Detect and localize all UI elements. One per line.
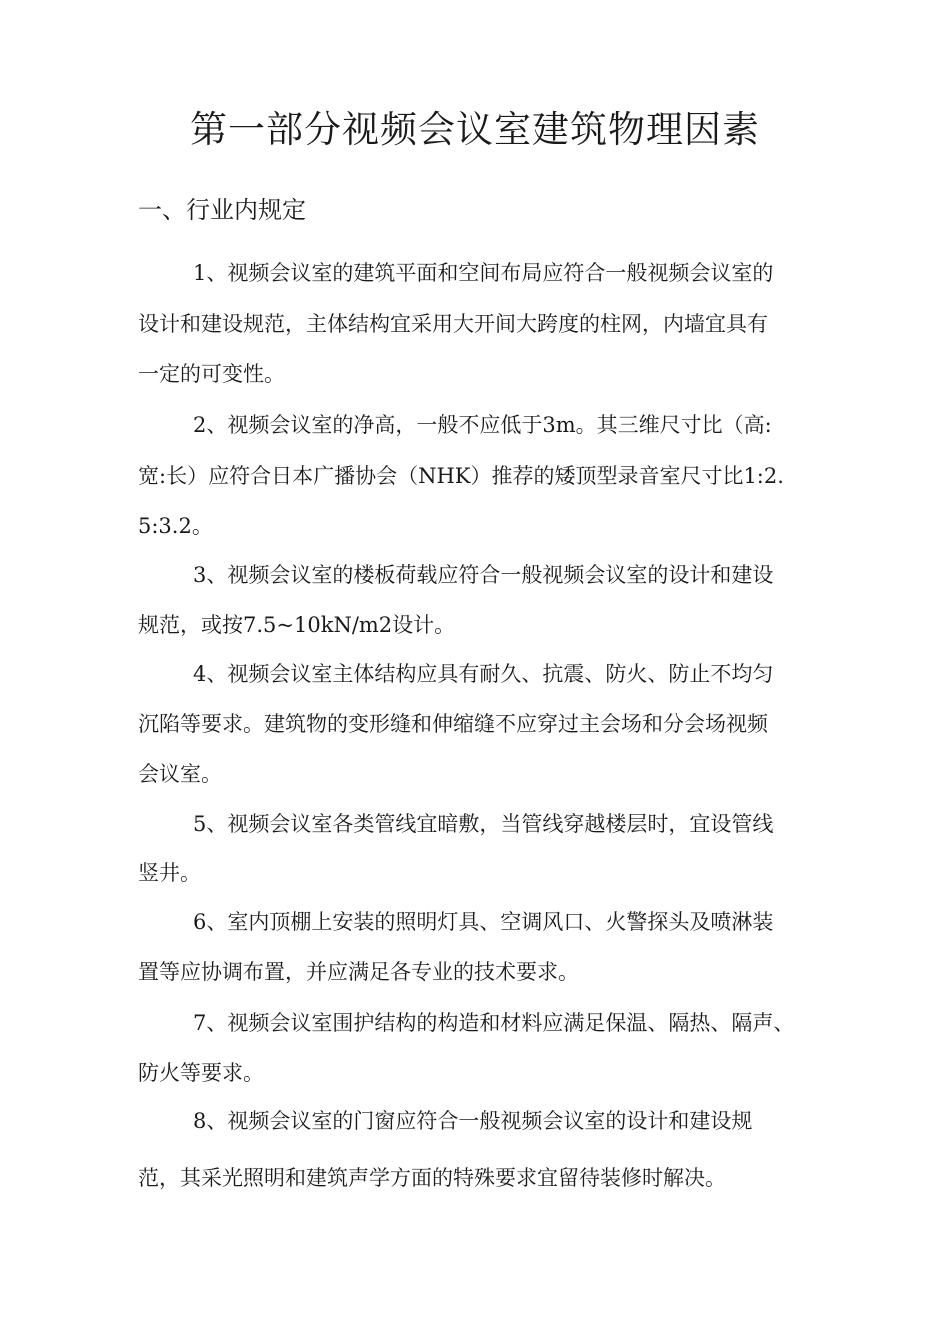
- paragraph-7-line-2: 防火等要求。: [138, 1061, 264, 1085]
- paragraph-3-line-1: 3、视频会议室的楼板荷载应符合一般视频会议室的设计和建设: [193, 563, 774, 587]
- page-title: 第一部分视频会议室建筑物理因素: [190, 108, 760, 151]
- paragraph-3-line-2: 规范，或按7.5~10kN/m2设计。: [138, 613, 456, 637]
- paragraph-1-line-1: 1、视频会议室的建筑平面和空间布局应符合一般视频会议室的: [193, 261, 774, 285]
- paragraph-8-line-2: 范，其采光照明和建筑声学方面的特殊要求宜留待装修时解决。: [138, 1166, 726, 1190]
- paragraph-4-line-3: 会议室。: [138, 762, 222, 786]
- paragraph-1-line-2: 设计和建设规范，主体结构宜采用大开间大跨度的柱网，内墙宜具有: [138, 312, 768, 336]
- paragraph-2-line-1: 2、视频会议室的净高，一般不应低于3m。其三维尺寸比（高:: [193, 413, 772, 437]
- paragraph-4-line-2: 沉陷等要求。建筑物的变形缝和伸缩缝不应穿过主会场和分会场视频: [138, 712, 768, 736]
- paragraph-6-line-2: 置等应协调布置，并应满足各专业的技术要求。: [138, 960, 579, 984]
- paragraph-1-line-3: 一定的可变性。: [138, 362, 285, 386]
- paragraph-5-line-1: 5、视频会议室各类管线宜暗敷，当管线穿越楼层时，宜设管线: [193, 812, 774, 836]
- section-heading: 一、行业内规定: [138, 196, 306, 224]
- paragraph-5-line-2: 竖井。: [138, 861, 201, 885]
- paragraph-2-line-2: 宽:长）应符合日本广播协会（NHK）推荐的矮顶型录音室尺寸比1:2.: [138, 464, 784, 488]
- paragraph-4-line-1: 4、视频会议室主体结构应具有耐久、抗震、防火、防止不均匀: [193, 662, 774, 686]
- paragraph-8-line-1: 8、视频会议室的门窗应符合一般视频会议室的设计和建设规: [193, 1109, 753, 1133]
- paragraph-7-line-1: 7、视频会议室围护结构的构造和材料应满足保温、隔热、隔声、: [193, 1011, 795, 1035]
- paragraph-2-line-3: 5:3.2。: [138, 514, 213, 538]
- paragraph-6-line-1: 6、室内顶棚上安装的照明灯具、空调风口、火警探头及喷淋装: [193, 910, 774, 934]
